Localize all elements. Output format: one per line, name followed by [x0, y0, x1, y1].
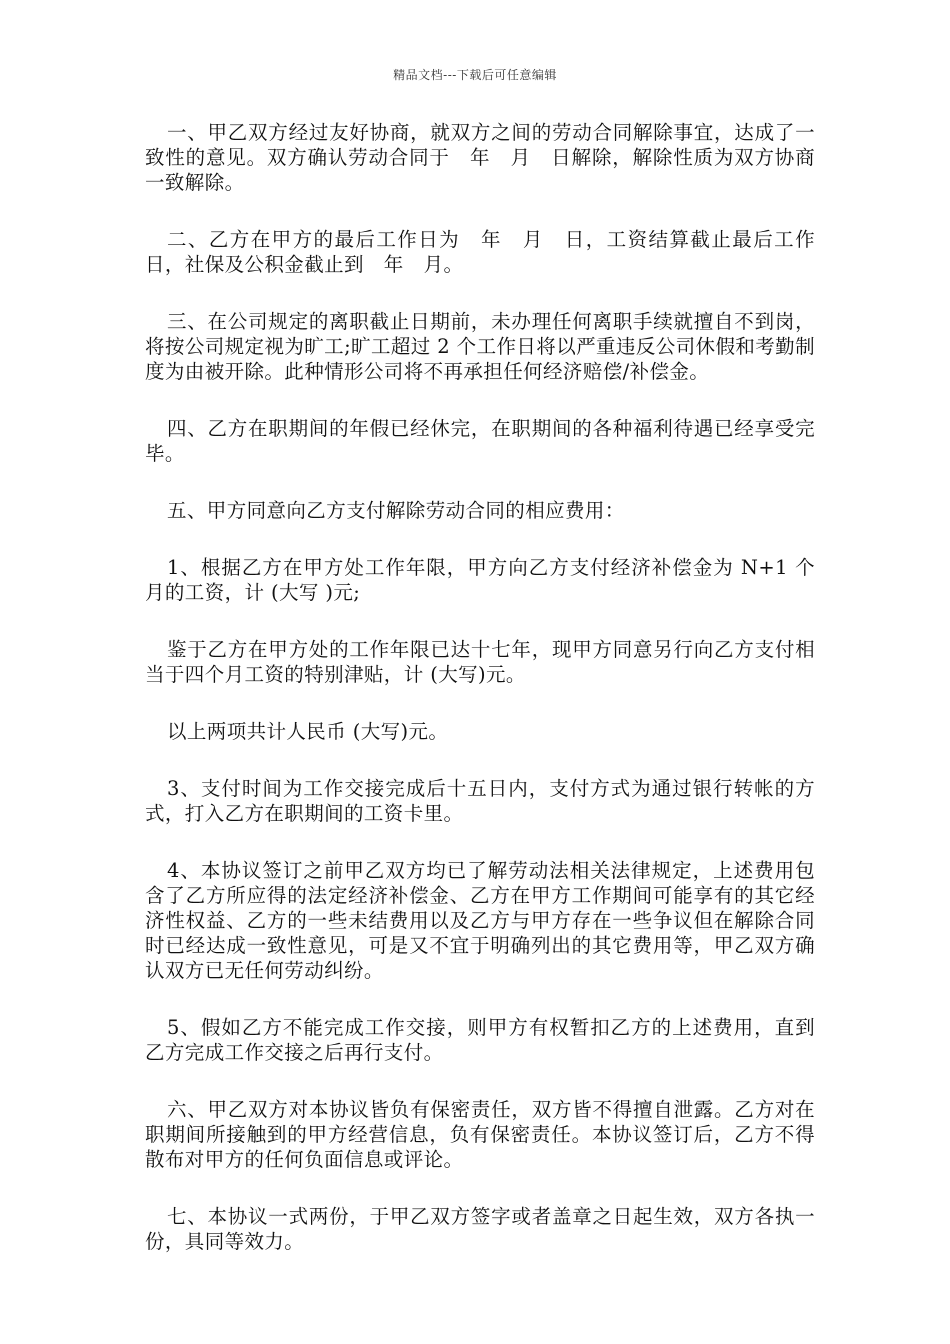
page-header: 精品文档---下载后可任意编辑 [393, 68, 557, 82]
clause-6: 六、甲乙双方对本协议皆负有保密责任，双方皆不得擅自泄露。乙方对在职期间所接触到的甲方经营信息，负有保密责任。本协议签订后，乙方不得散布对甲方的任何负面信息或评论。 [145, 1098, 815, 1171]
clause-5-special-allowance: 鉴于乙方在甲方处的工作年限已达十七年，现甲方同意另行向乙方支付相当于四个月工资的特别津贴，计 (大写)元。 [145, 638, 815, 686]
clause-5-item-3: 3、支付时间为工作交接完成后十五日内，支付方式为通过银行转帐的方式，打入乙方在职期间的工资卡里。 [145, 777, 815, 825]
document-body [145, 120, 815, 1286]
clause-5: 五、甲方同意向乙方支付解除劳动合同的相应费用： [167, 499, 625, 522]
clause-5-total: 以上两项共计人民币 (大写)元。 [167, 720, 449, 743]
clause-3: 三、在公司规定的离职截止日期前，未办理任何离职手续就擅自不到岗，将按公司规定视为旷工;旷工超过 2 个工作日将以严重违反公司休假和考勤制度为由被开除。此种情形公司将不再承担任何经济赔偿/补偿金。 [145, 310, 815, 383]
clause-1: 一、甲乙双方经过友好协商，就双方之间的劳动合同解除事宜，达成了一致性的意见。双方确认劳动合同于 年 月 日解除，解除性质为双方协商一致解除。 [145, 121, 815, 194]
clause-4: 四、乙方在职期间的年假已经休完，在职期间的各种福利待遇已经享受完毕。 [145, 417, 815, 465]
clause-5-item-5: 5、假如乙方不能完成工作交接，则甲方有权暂扣乙方的上述费用，直到乙方完成工作交接之后再行支付。 [145, 1016, 815, 1064]
clause-2: 二、乙方在甲方的最后工作日为 年 月 日，工资结算截止最后工作日，社保及公积金截止到 年 月。 [145, 228, 815, 276]
clause-7: 七、本协议一式两份，于甲乙双方签字或者盖章之日起生效，双方各执一份，具同等效力。 [145, 1205, 815, 1253]
clause-5-item-1: 1、根据乙方在甲方处工作年限，甲方向乙方支付经济补偿金为 N+1 个月的工资，计 (大写 )元; [145, 556, 815, 604]
clause-5-item-4: 4、本协议签订之前甲乙双方均已了解劳动法相关法律规定，上述费用包含了乙方所应得的法定经济补偿金、乙方在甲方工作期间可能享有的其它经济性权益、乙方的一些未结费用以及乙方与甲方存在一些争议但在解除合同时已经达成一致性意见，可是又不宜于明确列出的其它费用等，甲乙双方确认双方已无任何劳动纠纷。 [145, 859, 815, 982]
